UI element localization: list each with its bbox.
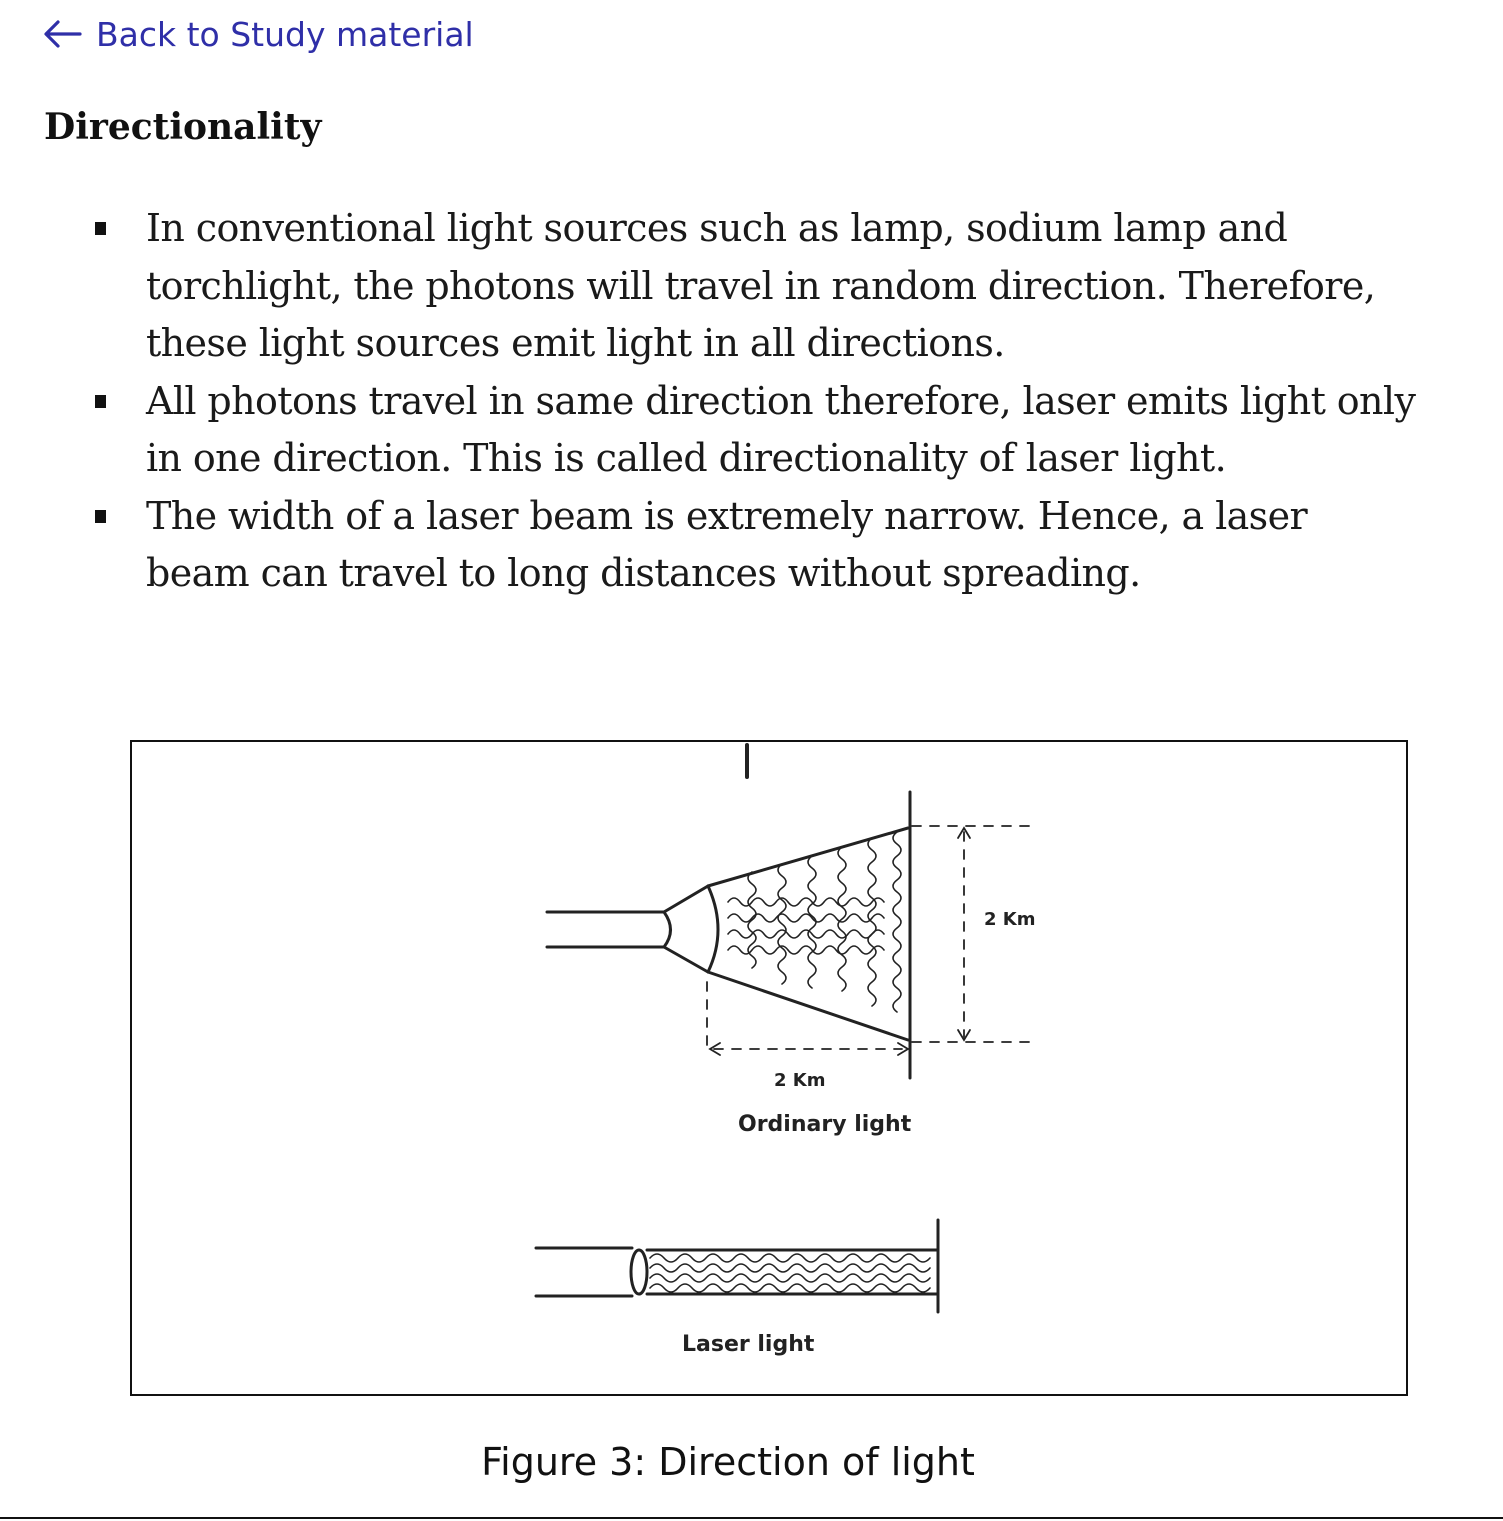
bullet-marker: [95, 395, 106, 408]
ordinary-light-label: Ordinary light: [738, 1112, 912, 1137]
list-item: [146, 200, 1416, 373]
back-link-label: Back to Study material: [96, 14, 474, 54]
light-diagram: [132, 742, 1410, 1398]
laser-light-label: Laser light: [682, 1332, 815, 1357]
bullet-text: In conventional light sources such as lamp, sodium lamp and torchlight, the photons will travel in random direction. Therefore, these light sources emit light in all directions.: [146, 206, 1376, 365]
ordinary-beam-cone: [708, 792, 910, 1078]
ordinary-distance-label: 2 Km: [774, 1070, 826, 1091]
figure-direction-of-light: [130, 740, 1408, 1396]
bullet-marker: [95, 222, 106, 235]
list-item: [146, 373, 1416, 488]
ordinary-width-label: 2 Km: [984, 909, 1036, 930]
list-item: [146, 488, 1416, 603]
torch-icon: [547, 886, 718, 972]
laser-photon-waves: [650, 1254, 930, 1292]
bullet-marker: [95, 510, 106, 523]
laser-torch-icon: [536, 1248, 647, 1296]
bullet-text: The width of a laser beam is extremely narrow. Hence, a laser beam can travel to long distances without spreading.: [146, 493, 1308, 595]
figure-caption: Figure 3: Direction of light: [481, 1440, 975, 1484]
ordinary-photon-waves: [728, 832, 901, 1012]
arrow-left-icon: [42, 19, 82, 49]
dimension-arrowheads: [710, 828, 970, 1055]
bullet-text: All photons travel in same direction therefore, laser emits light only in one direction. This is called directionality of laser light.: [146, 378, 1416, 480]
back-to-study-material-link[interactable]: [42, 12, 474, 56]
page-title: Directionality: [44, 106, 322, 148]
bullet-list: [146, 200, 1416, 603]
bottom-divider: [0, 1517, 1503, 1519]
